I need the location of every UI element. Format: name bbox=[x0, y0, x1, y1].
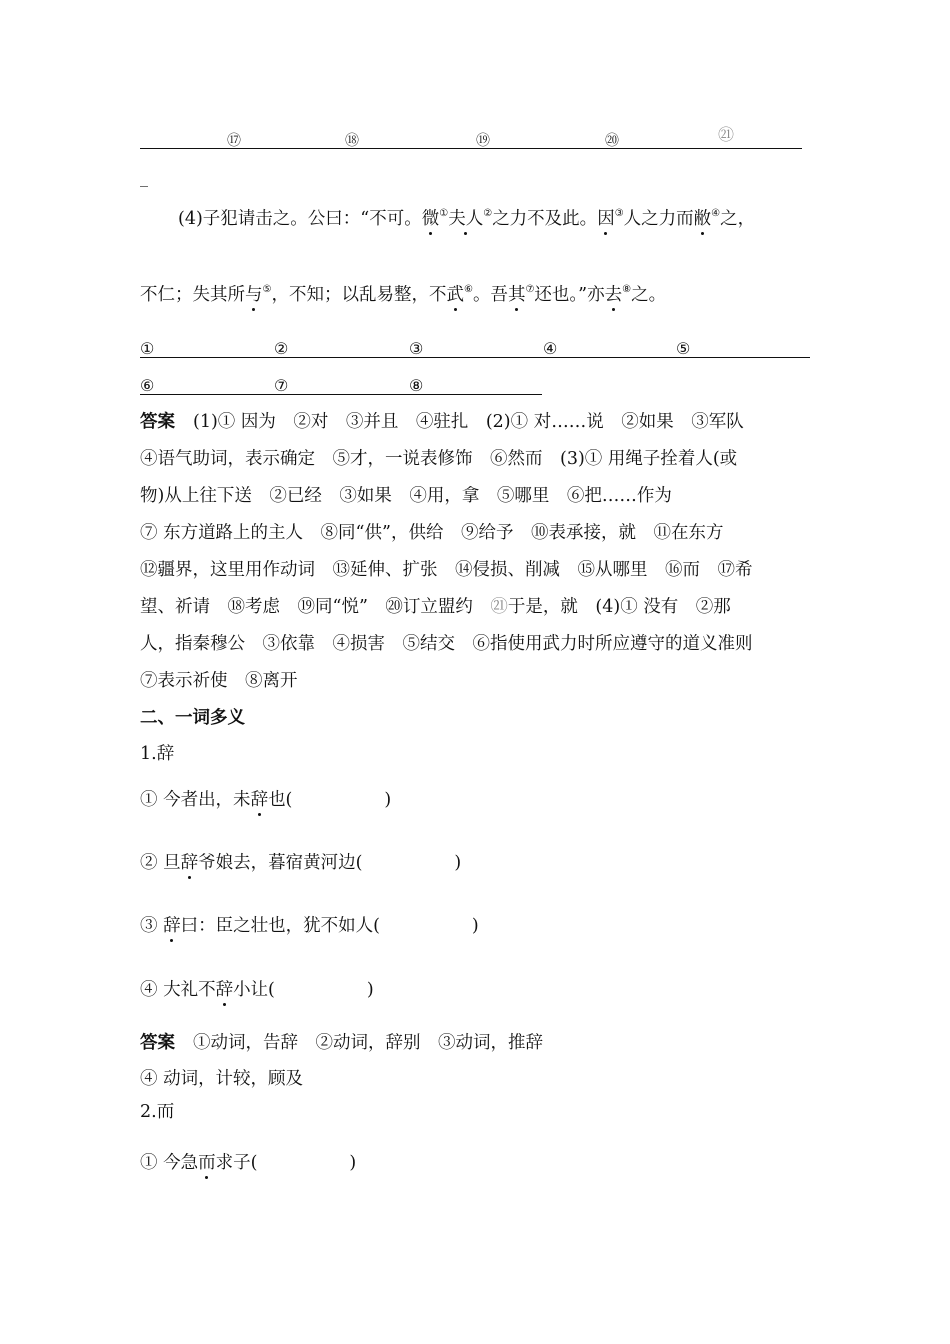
blank-marker: ⑰ bbox=[227, 133, 241, 149]
answer-line-7: 人，指秦穆公 ③依靠 ④损害 ⑤结交 ⑥指使用武力时所应遵守的道义准则 bbox=[140, 634, 753, 654]
section-title: 二、一词多义 bbox=[140, 708, 245, 728]
blank-marker: ⑳ bbox=[605, 133, 619, 149]
blank-marker: ⑧ bbox=[409, 376, 424, 395]
answer-line-4: ⑦ 东方道路上的主人 ⑧同“供”，供给 ⑨给予 ⑩表承接，就 ⑪在东方 bbox=[140, 523, 724, 543]
blank-marker: ② bbox=[274, 339, 289, 358]
answer-line-2: ④ 动词，计较，顾及 bbox=[140, 1069, 304, 1089]
blank-marker: ⑱ bbox=[345, 133, 359, 149]
question-item: ③ 辞曰：臣之壮也，犹不如人( ) bbox=[140, 916, 479, 936]
blank-marker: ① bbox=[140, 339, 155, 358]
answer-line-2: ④语气助词，表示确定 ⑤才，一说表修饰 ⑥然而 (3)① 用绳子拴着人(或 bbox=[140, 449, 738, 469]
answer-line-8: ⑦表示祈使 ⑧离开 bbox=[140, 671, 298, 691]
blank-marker: ㉑ bbox=[718, 125, 735, 144]
question-item: ① 今者出，未辞也( ) bbox=[140, 790, 392, 810]
answer-line-5: ⑫疆界，这里用作动词 ⑬延伸、扩张 ⑭侵损、削减 ⑮从哪里 ⑯而 ⑰希 bbox=[140, 560, 753, 580]
question-item: ④ 大礼不辞小让( ) bbox=[140, 980, 374, 1000]
answer-blank-row-17-21[interactable] bbox=[140, 125, 802, 149]
answer-line-1: 答案 ①动词，告辞 ②动词，辞别 ③动词，推辞 bbox=[140, 1033, 543, 1053]
question-item: ① 今急而求子( ) bbox=[140, 1153, 357, 1173]
question-item: ② 旦辞爷娘去，暮宿黄河边( ) bbox=[140, 853, 462, 873]
answer-line-1: 答案 (1)① 因为 ②对 ③并且 ④驻扎 (2)① 对……说 ②如果 ③军队 bbox=[140, 412, 744, 432]
word-heading-ci: 1.辞 bbox=[140, 744, 175, 764]
blank-marker: ⑲ bbox=[476, 133, 490, 149]
answer-line-6: 望、祈请 ⑱考虑 ⑲同“悦” ⑳订立盟约 ㉑于是，就 (4)① 没有 ②那 bbox=[140, 597, 731, 617]
word-heading-er: 2.而 bbox=[140, 1102, 175, 1122]
blank-marker: ④ bbox=[543, 339, 558, 358]
blank-marker: ⑤ bbox=[676, 339, 691, 358]
answer-line-3: 物)从上往下送 ②已经 ③如果 ④用，拿 ⑤哪里 ⑥把……作为 bbox=[140, 486, 672, 506]
answer-label: 答案 bbox=[140, 412, 175, 432]
blank-marker: ③ bbox=[409, 339, 424, 358]
trailing-underscore: _ bbox=[140, 168, 148, 187]
blank-marker: ⑦ bbox=[274, 376, 289, 395]
passage-line-1: (4)子犯请击之。公曰：“不可。微①夫人②之力不及此。因③人之力而敝④之， bbox=[178, 208, 756, 229]
passage-line-2: 不仁；失其所与⑤，不知；以乱易整，不武⑥。吾其⑦还也。”亦去⑧之。 bbox=[140, 284, 667, 305]
answer-label: 答案 bbox=[140, 1033, 175, 1053]
answer-blank-row-1-5[interactable] bbox=[140, 339, 810, 358]
blank-marker: ⑥ bbox=[140, 376, 155, 395]
answer-blank-row-6-8[interactable] bbox=[140, 376, 542, 395]
